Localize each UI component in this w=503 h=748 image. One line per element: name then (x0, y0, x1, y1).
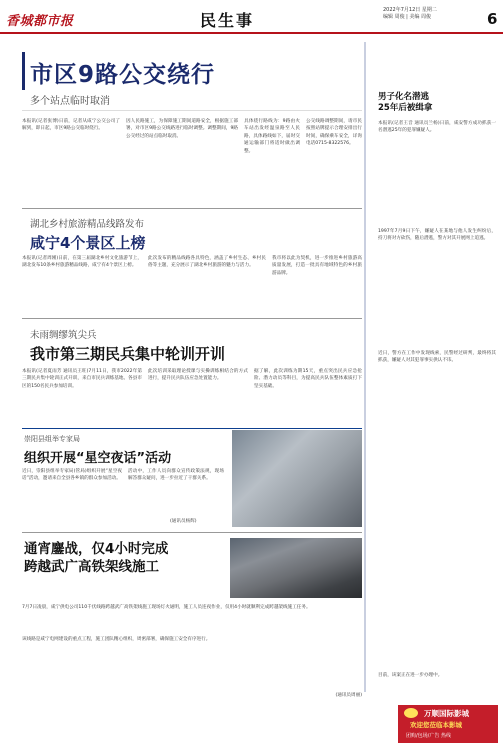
side-headline-line1: 男子化名潜逃 (378, 92, 430, 102)
lead-body-col4: 公交线路调整期间，请市民按照站牌提示合理安排出行时间，确保乘车安全，详询电话0715-8322576。 (306, 119, 362, 147)
power-headline-line1: 通宵鏖战，仅4小时完成 (24, 541, 169, 557)
lead-body-col3: 具体绕行路线为：9路由火车站出发经温泉路至人民路，具体路线如下，届时交通运输部门将适时做出调整。 (244, 119, 300, 154)
summer-body-col1: 近日，崇阳县组举专家局(管局)组织开展“星空夜话”活动，邀请来自全县各乡镇的群众参加活动。 (22, 469, 122, 482)
power-body-main: 该线路是咸宁电网建设的重点工程，施工团队精心组织，周密部署，确保施工安全有序进行。 (22, 637, 211, 642)
training-divider (22, 318, 362, 319)
date-text: 2022年7月12日 星期二 (383, 7, 437, 13)
rural-headline: 咸宁4个景区上榜 (30, 234, 146, 252)
side-body-2: 1997年7月9日下午，嫌疑人在某地与他人发生纠纷后，持刀将对方砍伤，随后潜逃，警方对其开展网上追逃。 (378, 229, 496, 242)
rural-divider (22, 208, 362, 209)
ad-info: 团购/包场/广告 热线 (406, 733, 451, 739)
editor-text: 编辑 周俊 | 美编 周俊 (383, 14, 432, 20)
summer-credit: (通讯员杨辉) (170, 519, 197, 524)
power-divider (22, 532, 362, 533)
training-body-col2: 此次培训采取理论授课与实操训练相结合的方式进行，提升民兵队伍应急处置能力。 (148, 369, 248, 382)
side-body-4: 目前，该案正在进一步办理中。 (378, 673, 443, 678)
summer-divider (22, 428, 362, 429)
side-headline-line2: 25年后被缉拿 (378, 103, 433, 113)
rural-kicker: 湖北乡村旅游精品线路发布 (30, 219, 145, 230)
lead-headline: 市区9路公交绕行 (30, 62, 216, 88)
summer-photo (232, 430, 362, 527)
newspaper-logo: 香城都市报 (6, 14, 74, 29)
sidebar-divider (364, 42, 366, 692)
power-body-lead: 7月7日凌晨，咸宁供电公司110千伏线路跨越武广高铁架线施工现场灯火通明，施工人员连夜作业，仅用4小时就顺利完成跨越架线施工任务。 (22, 605, 311, 610)
cinema-logo-icon (404, 708, 418, 718)
header-divider (0, 32, 503, 34)
rural-body-col1: 本报讯(记者周刚)日前，在第三届湖北乡村文化旅游节上，湖北发布10条乡村旅游精品线路，咸宁有4个景区上榜。 (22, 256, 142, 269)
summer-kicker: 崇阳县组举专家局 (24, 435, 80, 443)
training-kicker: 未雨绸缪筑尖兵 (30, 330, 97, 341)
lead-body-col1: 本报讯(记者张博)日前，记者从咸宁公交公司了解到，即日起，市区9路公交临时绕行。 (22, 119, 120, 132)
rural-body-col2: 此次发布的精品线路各具特色，涵盖了乡村生态、乡村民俗等主题，充分展示了湖北乡村旅游的魅力与活力。 (148, 256, 266, 269)
summer-body-col2: 活动中，工作人员向群众宣传政策法规，现场解答群众疑问，进一步拉近了干群关系。 (128, 469, 224, 482)
issue-date (383, 7, 437, 21)
lead-divider (22, 110, 362, 111)
side-body-1: 本报讯(记者王音 通讯员兰杨)日前，咸安警方成功抓获一名潜逃25年的犯罪嫌疑人。 (378, 121, 496, 134)
training-headline: 我市第三期民兵集中轮训开训 (30, 345, 226, 363)
training-body-col1: 本报讯(记者夏雨芳 通讯员王旺)7月11日，我市2022年第三期民兵集中轮训正式开训，来自市民兵训练基地、各县市区的150名民兵参加培训。 (22, 369, 142, 389)
page-number: 6 (487, 10, 498, 28)
summer-headline: 组织开展“星空夜话”活动 (24, 451, 172, 466)
lead-accent-bar (22, 52, 25, 90)
side-body-3: 近日，警方在工作中发现线索，民警经过研判，最终将其抓获，嫌疑人对其犯罪事实供认不讳。 (378, 351, 496, 364)
lead-body-col2: 因人民路施工，为保障施工期间道路安全，根据施工部署，对市区9路公交线路进行临时调整。调整期间，9路公交经过的站点临时取消。 (126, 119, 238, 139)
power-photo (230, 538, 362, 598)
ad-slogan: 欢迎您莅临本影城 (410, 721, 462, 729)
cinema-ad (398, 705, 498, 743)
training-body-col3: 据了解，此次训练为期15天，重点突出民兵应急抢险、潜力动员等科目，为提高民兵队伍整体素质打下坚实基础。 (254, 369, 362, 389)
ad-brand: 万顺国际影城 (424, 709, 469, 718)
lead-subtitle: 多个站点临时取消 (30, 96, 110, 107)
section-title: 民生事 (200, 11, 255, 30)
rural-body-col3: 我市将以此为契机，进一步推进乡村旅游高质量发展，打造一批具有地域特色的乡村旅游品牌。 (272, 256, 362, 276)
power-credit: (通讯员周丽) (335, 693, 362, 698)
power-headline-line2: 跨越武广高铁架线施工 (24, 559, 159, 575)
